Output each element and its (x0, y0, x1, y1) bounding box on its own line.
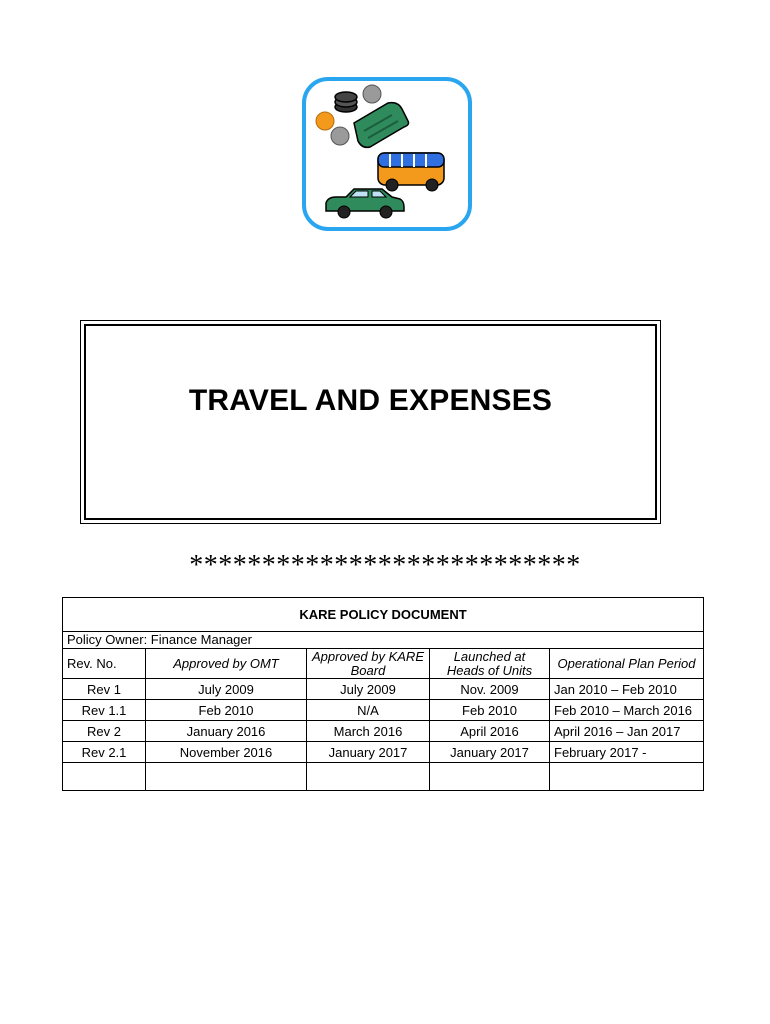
table-cell: February 2017 - (550, 742, 704, 763)
asterisk-separator: *************************** (189, 550, 581, 581)
table-cell: Feb 2010 (146, 700, 307, 721)
title-frame (80, 320, 661, 524)
table-cell: January 2017 (307, 742, 430, 763)
bus-icon (378, 153, 444, 191)
policy-revision-table (62, 597, 704, 791)
table-cell: January 2016 (146, 721, 307, 742)
table-cell: Nov. 2009 (430, 679, 550, 700)
table-cell: January 2017 (430, 742, 550, 763)
table-cell: Feb 2010 (430, 700, 550, 721)
travel-logo (302, 77, 472, 231)
banknote-icon (354, 103, 409, 148)
column-header: Rev. No. (63, 649, 146, 679)
column-header: Approved by OMT (146, 649, 307, 679)
table-cell: Rev 1.1 (63, 700, 146, 721)
policy-heading: KARE POLICY DOCUMENT (63, 598, 704, 632)
table-row (63, 721, 704, 742)
car-icon (326, 189, 404, 218)
column-header: Launched at Heads of Units (430, 649, 550, 679)
table-cell: July 2009 (307, 679, 430, 700)
table-cell: November 2016 (146, 742, 307, 763)
table-cell (550, 763, 704, 791)
table-cell: Rev 2 (63, 721, 146, 742)
table-cell: July 2009 (146, 679, 307, 700)
table-cell (146, 763, 307, 791)
table-cell: Jan 2010 – Feb 2010 (550, 679, 704, 700)
table-cell: N/A (307, 700, 430, 721)
table-row (63, 700, 704, 721)
policy-owner: Policy Owner: Finance Manager (63, 632, 704, 649)
table-cell (307, 763, 430, 791)
table-cell: Feb 2010 – March 2016 (550, 700, 704, 721)
table-row-empty (63, 763, 704, 791)
table-row (63, 742, 704, 763)
table-row (63, 679, 704, 700)
table-cell: April 2016 – Jan 2017 (550, 721, 704, 742)
owner-row (63, 632, 704, 649)
table-cell: Rev 1 (63, 679, 146, 700)
table-cell (430, 763, 550, 791)
column-header-row (63, 649, 704, 679)
document-title: TRAVEL AND EXPENSES (188, 384, 553, 417)
table-heading-row (63, 598, 704, 632)
logo-illustration (306, 81, 468, 227)
table-cell: March 2016 (307, 721, 430, 742)
column-header: Operational Plan Period (550, 649, 704, 679)
table-cell (63, 763, 146, 791)
title-inner-border (84, 324, 657, 520)
column-header: Approved by KARE Board (307, 649, 430, 679)
table-cell: April 2016 (430, 721, 550, 742)
table-cell: Rev 2.1 (63, 742, 146, 763)
